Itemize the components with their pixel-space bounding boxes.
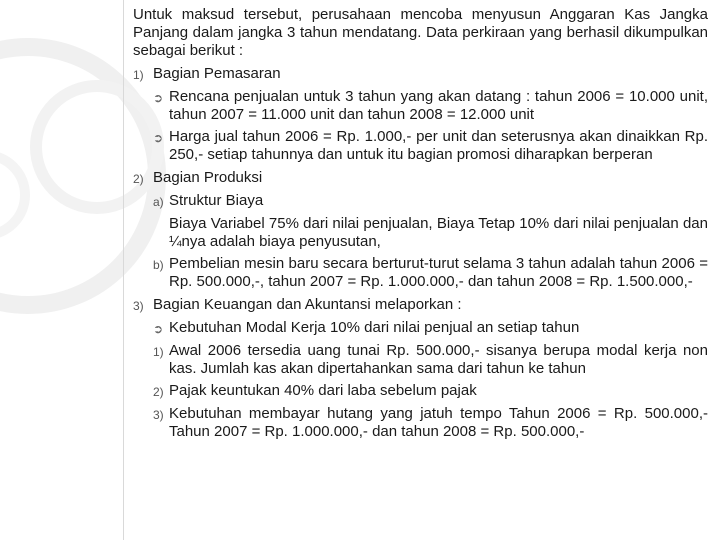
section-production — [133, 169, 708, 188]
section-production-items — [153, 192, 708, 291]
circle-arrow-bullet-icon: ➲ — [153, 131, 164, 145]
list-marker: 1) — [153, 345, 164, 359]
list-item — [153, 255, 708, 291]
section-finance — [133, 296, 708, 315]
section-number: 3) — [133, 299, 144, 313]
list-marker: 2) — [153, 385, 164, 399]
list-item-text: Awal 2006 tersedia uang tunai Rp. 500.000,- sisanya berupa modal kerja non kas. Jumlah kas akan dipertahankan sama dari tahun ke tahun — [169, 342, 708, 377]
list-item — [153, 88, 708, 124]
section-title: Bagian Pemasaran — [153, 65, 281, 82]
list-item — [153, 319, 708, 338]
intro-paragraph: Untuk maksud tersebut, perusahaan mencoba menyusun Anggaran Kas Jangka Panjang dalam jangka 3 tahun mendatang. Data perkiraan yang berhasil dikumpulkan sebagai berikut : — [133, 6, 708, 59]
list-item-text: Rencana penjualan untuk 3 tahun yang akan datang : tahun 2006 = 10.000 unit, tahun 2007 = 11.000 unit dan tahun 2008 = 12.000 unit — [169, 88, 708, 123]
section-marketing-items — [153, 88, 708, 164]
list-item — [153, 192, 708, 211]
section-title: Bagian Keuangan dan Akuntansi melaporkan : — [153, 296, 462, 313]
list-item-text: Pajak keuntukan 40% dari laba sebelum pajak — [169, 382, 477, 399]
list-item-text: Pembelian mesin baru secara berturut-turut selama 3 tahun adalah tahun 2006 = Rp. 500.000,-, tahun 2007 = Rp. 1.000.000,- dan tahun 2008 = Rp. 1.500.000,- — [169, 255, 708, 290]
decorative-ring-small — [0, 150, 30, 240]
list-item — [153, 405, 708, 441]
section-number: 1) — [133, 68, 144, 82]
list-item-text: Harga jual tahun 2006 = Rp. 1.000,- per unit dan seterusnya akan dinaikkan Rp. 250,- setiap tahunnya dan untuk itu bagian promosi diharapkan berperan — [169, 128, 708, 163]
list-item-text: Kebutuhan Modal Kerja 10% dari nilai penjual an setiap tahun — [169, 319, 580, 336]
list-marker: a) — [153, 195, 164, 209]
cost-structure-detail: Biaya Variabel 75% dari nilai penjualan, Biaya Tetap 10% dari nilai penjualan dan ¼nya adalah biaya penyusutan, — [169, 215, 708, 250]
list-item — [153, 128, 708, 164]
list-item-text: Struktur Biaya — [169, 192, 264, 209]
section-finance-items — [153, 319, 708, 441]
section-marketing — [133, 65, 708, 84]
margin-divider-line — [123, 0, 124, 540]
list-item-text: Kebutuhan membayar hutang yang jatuh tempo Tahun 2006 = Rp. 500.000,-Tahun 2007 = Rp. 1.000.000,- dan tahun 2008 = Rp. 500.000,- — [169, 405, 708, 440]
circle-arrow-bullet-icon: ➲ — [153, 91, 164, 105]
section-number: 2) — [133, 172, 144, 186]
section-title: Bagian Produksi — [153, 169, 263, 186]
list-item — [153, 342, 708, 378]
list-marker: b) — [153, 258, 164, 272]
list-item — [153, 382, 708, 401]
circle-arrow-bullet-icon: ➲ — [153, 322, 164, 336]
slide-body — [133, 6, 708, 441]
list-marker: 3) — [153, 408, 164, 422]
